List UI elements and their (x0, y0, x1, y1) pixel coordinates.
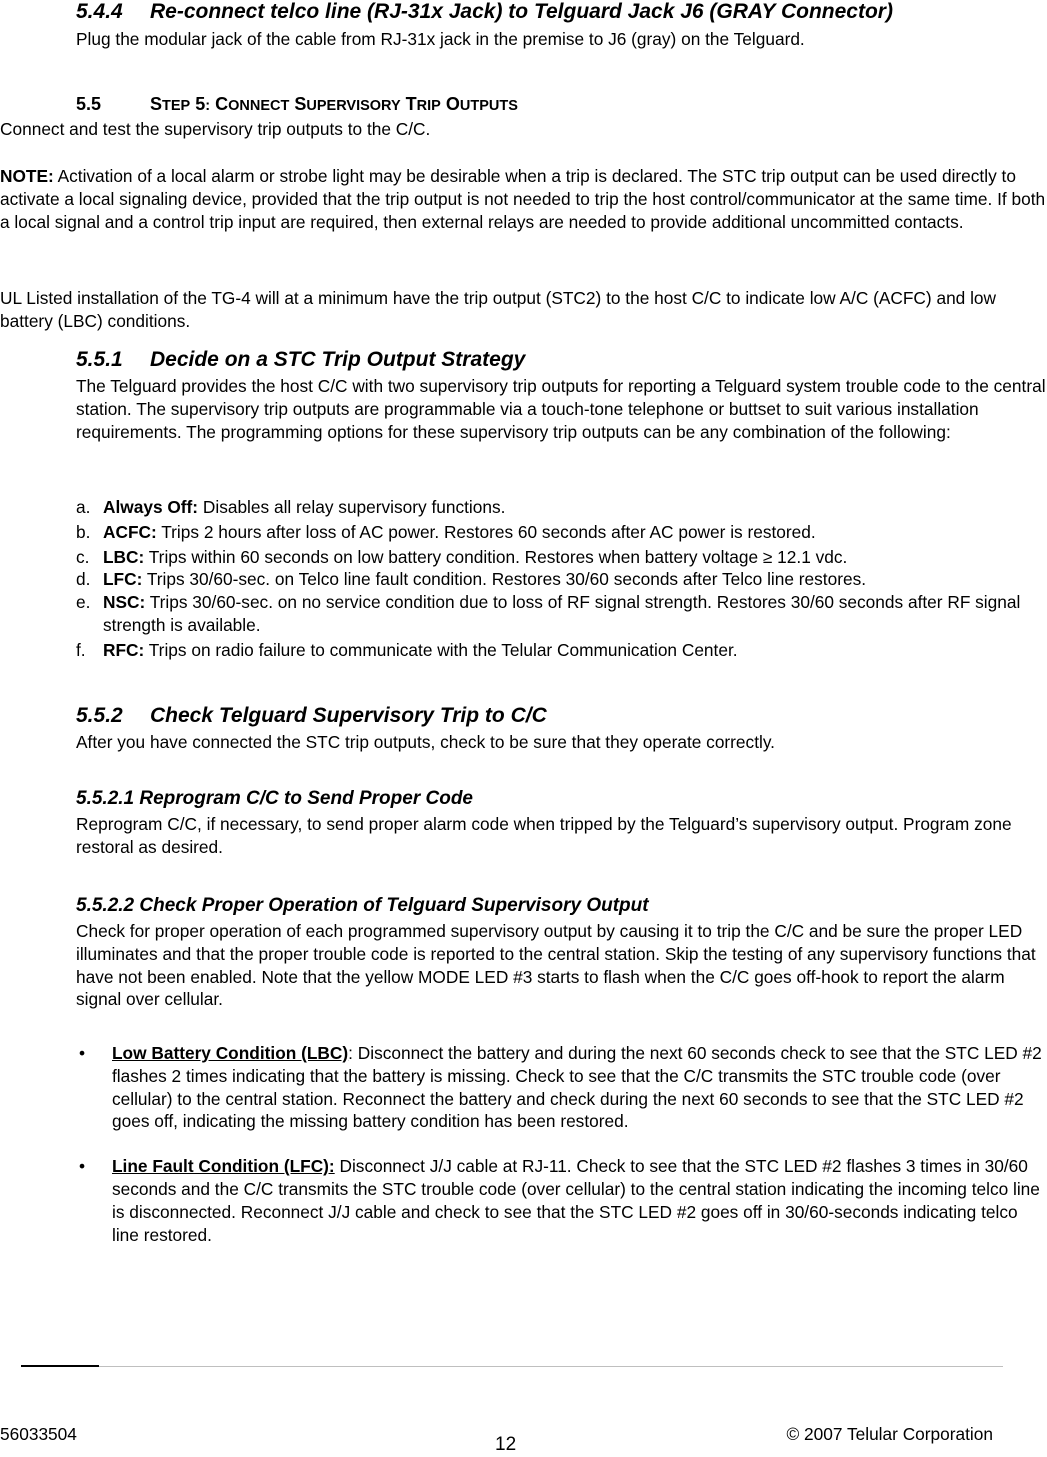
list-item (76, 496, 1047, 519)
option-label: LFC: (103, 569, 143, 590)
section-5-5-intro: Connect and test the supervisory trip outputs to the C/C. (0, 119, 431, 139)
section-title: Reprogram C/C to Send Proper Code (139, 788, 473, 809)
footer-divider-accent (21, 1365, 99, 1367)
note-label: NOTE: (0, 166, 54, 186)
note-paragraph (0, 165, 1046, 233)
list-item (76, 546, 1047, 569)
option-label: NSC: (103, 592, 146, 613)
section-5-5-2-heading (76, 704, 547, 728)
bullet-icon: • (79, 1043, 86, 1063)
section-5-5-heading (76, 93, 518, 117)
section-title: Check Telguard Supervisory Trip to C/C (150, 704, 547, 727)
section-number: 5.5.2.1 (76, 788, 135, 809)
section-5-5-1-body: The Telguard provides the host C/C with two supervisory trip outputs for reporting a Telguard system trouble code to the central station. The supervisory trip outputs are programmable via a touch-tone telephone or buttset to suit various installation requirements. The programming options for these supervisory trip outputs can be any combination of the following: (76, 376, 1046, 442)
section-title: STEP 5: CONNECT SUPERVISORY TRIP OUTPUTS (150, 94, 518, 114)
option-text: Trips 2 hours after loss of AC power. Restores 60 seconds after AC power is restored. (156, 521, 816, 542)
section-5-5-2-2-body: Check for proper operation of each programmed supervisory output by causing it to trip the C/C and be sure the proper LED illuminates and that the proper trouble code is reported to the central station. Skip the testing of any supervisory functions that have not been enabled. Note that the yellow MODE LED #3 starts to flash when the C/C goes off-hook to report the alarm signal over cellular. (76, 921, 1036, 1010)
note-text: Activation of a local alarm or strobe light may be desirable when a trip is declared. The STC trip output can be used directly to activate a local signaling device, provided that the trip output is not needed to trip the host control/communicator at the same time. If both a local signal and a control trip input are required, then external relays are needed to provide additional uncommitted contacts. (0, 166, 1046, 232)
section-number: 5.5.2.2 (76, 895, 135, 916)
bullet-label: Line Fault Condition (LFC): (112, 1156, 335, 1177)
option-label: RFC: (103, 639, 145, 660)
footer-page-number: 12 (495, 1434, 517, 1455)
option-label: LBC: (103, 546, 145, 567)
list-item (76, 568, 1047, 591)
option-label: Always Off: (103, 497, 199, 517)
section-5-5-2-2-heading (76, 895, 649, 917)
option-text: Trips 30/60-sec. on Telco line fault condition. Restores 30/60 seconds after Telco line restores. (142, 569, 867, 590)
section-5-5-1-heading (76, 348, 525, 372)
option-text: Disables all relay supervisory functions. (198, 497, 506, 517)
list-marker: a. (76, 497, 91, 517)
list-marker: f. (76, 639, 86, 660)
list-marker: d. (76, 569, 91, 590)
section-title: Re-connect telco line (RJ-31x Jack) to Telguard Jack J6 (GRAY Connector) (150, 0, 893, 23)
ul-listing-paragraph: UL Listed installation of the TG-4 will at a minimum have the trip output (STC2) to the host C/C to indicate low A/C (ACFC) and low battery (LBC) conditions. (0, 288, 997, 331)
list-marker: c. (76, 546, 90, 567)
section-5-5-2-body: After you have connected the STC trip outputs, check to be sure that they operate correctly. (76, 732, 775, 752)
list-item (76, 1042, 1047, 1133)
option-text: Trips 30/60-sec. on no service condition due to loss of RF signal strength. Restores 30/60 seconds after RF signal strength is available. (103, 592, 1021, 635)
list-item (76, 639, 1047, 662)
list-item (76, 591, 1047, 637)
section-5-4-4-body: Plug the modular jack of the cable from RJ-31x jack in the premise to J6 (gray) on the Telguard. (76, 29, 805, 49)
bullet-text: Disconnect J/J cable at RJ-11. Check to see that the STC LED #2 flashes 3 times in 30/60 seconds and the C/C transmits the STC trouble code (over cellular) to the central station indicating the incoming telco line is disconnected. Reconnect J/J cable and check to see that the STC LED #2 goes off in 30/60-seconds indicating telco line restored. (112, 1156, 1040, 1245)
section-number: 5.5.2 (76, 704, 123, 727)
bullet-icon: • (79, 1156, 86, 1177)
section-title: Decide on a STC Trip Output Strategy (150, 348, 526, 371)
section-5-5-2-1-body: Reprogram C/C, if necessary, to send proper alarm code when tripped by the Telguard’s supervisory output. Program zone restoral as desired. (76, 814, 1012, 857)
option-label: ACFC: (103, 521, 157, 542)
option-text: Trips on radio failure to communicate with the Telular Communication Center. (144, 639, 738, 660)
list-marker: e. (76, 592, 91, 613)
list-marker: b. (76, 521, 91, 542)
footer-copyright: © 2007 Telular Corporation (786, 1424, 993, 1444)
section-number: 5.4.4 (76, 0, 123, 23)
test-bullet-list (76, 1042, 1047, 1246)
footer-divider (21, 1366, 1003, 1367)
section-number: 5.5 (76, 94, 102, 114)
section-title: Check Proper Operation of Telguard Supervisory Output (139, 895, 649, 916)
list-item (76, 521, 1047, 544)
section-5-5-2-1-heading (76, 788, 473, 810)
option-text: Trips within 60 seconds on low battery condition. Restores when battery voltage ≥ 12.1 vdc. (144, 546, 848, 567)
bullet-text: : Disconnect the battery and during the next 60 seconds check to see that the STC LED #2 flashes 2 times indicating that the battery is missing. Check to see that the C/C transmits the STC trouble code (over cellular) to the central station. Reconnect the battery and check during the next 60 seconds to see that the STC LED #2 goes off, indicating the missing battery condition has been restored. (112, 1043, 1042, 1132)
trip-options-list (76, 496, 1047, 662)
footer-doc-number: 56033504 (0, 1424, 77, 1444)
list-item (76, 1155, 1047, 1246)
bullet-label: Low Battery Condition (LBC) (112, 1043, 349, 1063)
section-5-4-4-heading (76, 0, 893, 24)
section-number: 5.5.1 (76, 348, 123, 371)
